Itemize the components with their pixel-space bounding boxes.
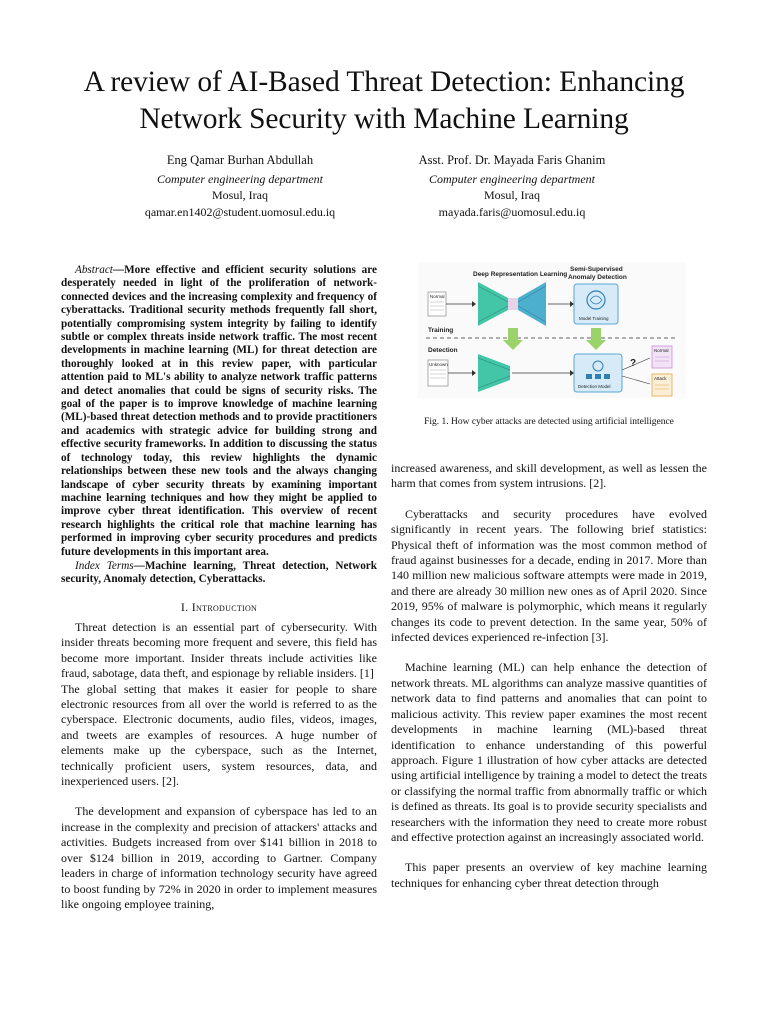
section-title: Introduction: [191, 600, 258, 614]
unknown-input-document: [428, 360, 448, 386]
paper-title: [30, 64, 738, 138]
figure-diagram: [418, 262, 686, 398]
attack-output-document: [652, 374, 672, 396]
author-department: Computer engineering department: [429, 171, 595, 186]
right-column-body: [391, 461, 707, 891]
title-line-2: Network Security with Machine Learning: [139, 103, 629, 135]
label-anomaly-detection: Anomaly Detection: [568, 274, 627, 281]
section-heading: [61, 600, 377, 615]
arrow-head: [570, 301, 574, 307]
arrow-head: [570, 370, 574, 376]
author-name: Asst. Prof. Dr. Mayada Faris Ghanim: [418, 153, 606, 167]
arrow-head: [472, 370, 476, 376]
index-terms: [61, 560, 377, 587]
abstract-text: —More effective and efficient security solutions are desperately needed in light of the proliferation of network-connected devices and the increasing complexity and frequency of cyberattacks. Traditional security methods frequently fall short, potentially compromising system integrity by failing to identify subtle or complex threats inside network traffic. The most recent developments in machine learning (ML) for threat detection are thoroughly looked at in this review paper, with particular attention paid to ML's ability to analyze network traffic patterns and detect anomalies that could be signs of security risks. The goal of the paper is to improve knowledge of machine learning (ML)-based threat detection methods and to provide practitioners and academics with strategic advice for building strong and effective security frameworks. In addition to discussing the status of technology today, this review highlights the dynamic relationships between these new tools and the always changing landscape of cyber security threats by examining important machine learning techniques and how they might be applied to improve cyber threat identification. This overview of recent research highlights the critical role that machine learning has performed in improving cyber security procedures and predicts future developments in this important area.: [61, 264, 377, 558]
index-terms-text: —Machine learning, Threat detection, Network security, Anomaly detection, Cyberattacks.: [61, 560, 377, 586]
label-semi-supervised: Semi-Supervised: [570, 266, 623, 273]
title-line-1: A review of AI-Based Threat Detection: Enhancing: [83, 66, 685, 98]
arrow-head: [472, 301, 476, 307]
question-mark: ?: [630, 358, 637, 369]
svg-text:Attack: Attack: [654, 376, 667, 381]
svg-text:Model Training: Model Training: [579, 316, 609, 321]
down-arrow-icon: [503, 328, 523, 350]
paragraph: The development and expansion of cyberspace has led to an increase in the complexity and precision of attackers' attacks and activities. Budgets increased from over $141 billion in 2018 to over $124 billion in 2019, according to Gartner. Company leaders in charge of information technology security have agreed to boost funding by 72% in 2020 in order to implement measures like ongoing employee training,: [61, 804, 377, 911]
autoencoder-network-icon: [478, 282, 546, 326]
paragraph: Threat detection is an essential part of cybersecurity. With insider threats becoming more frequent and severe, this field has become more important. Insider threats include activities like fraud, sabotage, data theft, and espionage by reliable insiders. [1]: [61, 620, 377, 681]
figure-1: [418, 262, 686, 398]
index-terms-label: Index Terms: [75, 560, 134, 572]
normal-output-document: [652, 346, 672, 368]
svg-text:Detection Model: Detection Model: [578, 384, 611, 389]
paragraph: Machine learning (ML) can help enhance the detection of network threats. ML algorithms can analyze massive quantities of network data to find patterns and anomalies that can point to malicious activity. This review paper examines the most recent developments in machine learning (ML)-based threat identification to enhance understanding of this powerful approach. Figure 1 illustration of how cyber attacks are detected using artificial intelligence by training a model to detect the treats or classifying the normal traffic from abnormally traffic or which is defined as threats. Its goal is to provide security specialists and researchers with the information they need to create more robust and effective protection against an increasingly associated world.: [391, 660, 707, 844]
left-column-body: [61, 620, 377, 912]
author-department: Computer engineering department: [157, 171, 323, 186]
detection-model-box: [574, 354, 622, 392]
figure-caption: Fig. 1. How cyber attacks are detected using artificial intelligence: [424, 417, 674, 427]
label-deep-representation: Deep Representation Learning: [473, 271, 568, 278]
label-training: Training: [428, 327, 454, 334]
author-city: Mosul, Iraq: [212, 188, 268, 202]
svg-text:Normal: Normal: [654, 348, 669, 353]
model-training-box: [574, 284, 618, 324]
section-number: I.: [180, 600, 189, 614]
author-email[interactable]: qamar.en1402@student.uomosul.edu.iq: [144, 204, 336, 219]
normal-input-document: [428, 292, 446, 316]
abstract: [61, 264, 377, 559]
author-name: Eng Qamar Burhan Abdullah: [166, 153, 314, 167]
author-email[interactable]: mayada.faris@uomosul.edu.iq: [438, 204, 586, 219]
encoder-network-icon: [478, 354, 510, 392]
author-city: Mosul, Iraq: [484, 188, 540, 202]
abstract-label: Abstract: [75, 264, 113, 276]
paragraph: increased awareness, and skill development, as well as lessen the harm that comes from system intrusions. [2].: [391, 461, 707, 491]
down-arrow-icon: [586, 328, 606, 350]
author-block-1: [90, 152, 390, 220]
paragraph: This paper presents an overview of key machine learning techniques for enhancing cyber threat detection through: [391, 860, 707, 890]
svg-text:Unknown: Unknown: [429, 362, 448, 367]
author-block-2: [362, 152, 662, 220]
paragraph: Cyberattacks and security procedures have evolved significantly in recent years. The following brief statistics: Physical theft of information was the most common method of fraud against businesses for a decade, ending in 2017. More than 140 million new malicious software attempts were made in 2019, and there are already 30 million new ones as of April 2020. Since 2019, 95% of malware is polymorphic, which means it regularly changes its code to prevent detection. In the same year, 50% of infected devices experienced re-infection [3].: [391, 506, 707, 645]
label-detection: Detection: [428, 347, 458, 354]
svg-text:Normal: Normal: [430, 294, 445, 299]
paragraph: The global setting that makes it easier for people to share electronic resources from all over the world is referred to as the cyberspace. Electronic documents, audio files, videos, images, and tweets are examples of resources. A huge number of elements make up the cyberspace, such as the Internet, technically proficient users, system resources, data, and inexperienced users. [2].: [61, 681, 377, 789]
arrow-line: [622, 376, 650, 384]
